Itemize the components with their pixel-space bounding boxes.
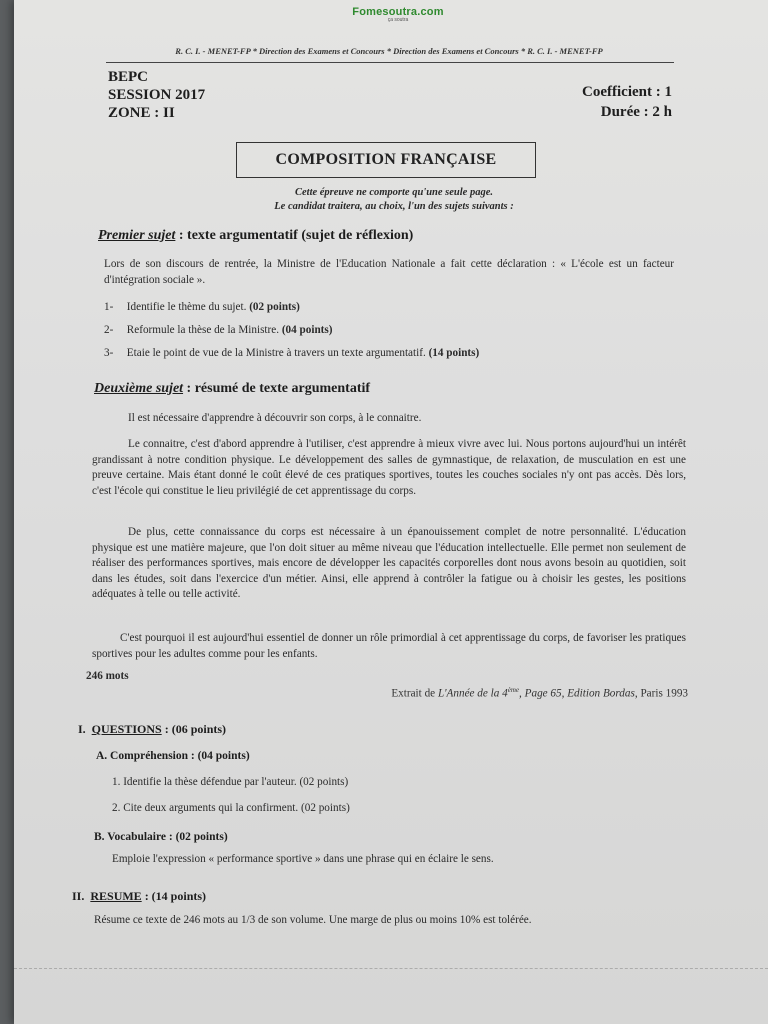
sujet2-title: : résumé de texte argumentatif [183,381,371,396]
page-title: COMPOSITION FRANÇAISE [236,142,536,178]
logo-tagline: ça soutra [387,17,409,23]
exam-meta [108,68,205,122]
sujet1-label: Premier sujet [98,228,176,243]
exam-name: BEPC [108,69,149,85]
word-count: 246 mots [86,670,129,682]
exam-duree: Durée : 2 h [600,104,672,120]
exam-page [14,0,768,1024]
sujet1-intro: Lors de son discours de rentrée, la Ministre de l'Education Nationale a fait cette déclaration : « L'école est un facteur d'intégration sociale ». [104,258,674,286]
question-item: 1. Identifie la thèse défendue par l'auteur. (02 points) [112,776,349,788]
resume-heading: II. RESUME : (14 points) [72,889,207,903]
header-rule [106,62,674,63]
header-ministry-line: R. C. I. - MENET-FP * Direction des Examens et Concours * Direction des Examens et Concours * R. C. I. - MENET-FP [175,46,603,56]
exam-zone: ZONE : II [108,105,175,121]
questions-heading: I. QUESTIONS : (06 points) [78,722,227,736]
sujet1-item: 2- Reformule la thèse de la Ministre. (04 points) [104,324,333,336]
instruction-line-2: Le candidat traitera, au choix, l'un des sujets suivants : [274,201,514,212]
instruction-line-1: Cette épreuve ne comporte qu'une seule page. [294,187,493,198]
exam-session: SESSION 2017 [108,87,206,103]
sujet2-heading [94,381,370,397]
page-fold-line [14,968,768,969]
logo-brand: Fomesoutra.com [352,6,444,18]
text-paragraph: Le connaitre, c'est d'abord apprendre à l'utiliser, c'est apprendre à mieux vivre avec lui. Nous portons aujourd'hui un intérêt grandissant à notre condition physique. Le développement des salles de gymnastique, de relaxation, de musculation en est une preuve certaine. Mais étant donné le coût élevé de ces pratiques sportives, toutes les couches sociales n'y ont pas accès. Dès lors, c'est l'école qui constitue le lieu privilégié de cet apprentissage du corps. [92,438,686,497]
comprehension-heading: A. Compréhension : (04 points) [96,750,250,762]
sujet1-title: : texte argumentatif (sujet de réflexion) [175,228,414,243]
text-paragraph: C'est pourquoi il est aujourd'hui essentiel de donner un rôle primordial à cet apprentissage du corps, de favoriser les pratiques sportives pour les adultes comme pour les enfants. [92,632,686,660]
sujet1-item: 1- Identifie le thème du sujet. (02 points) [104,301,300,313]
exam-instructions [234,186,554,214]
sujet2-label: Deuxième sujet [94,381,184,396]
resume-instruction: Résume ce texte de 246 mots au 1/3 de son volume. Une marge de plus ou moins 10% est tolérée. [94,914,532,926]
sujet1-item: 3- Etaie le point de vue de la Ministre à travers un texte argumentatif. (14 points) [104,347,480,359]
site-logo [338,6,458,23]
text-paragraph: Il est nécessaire d'apprendre à découvrir son corps, à le connaitre. [128,412,422,424]
sujet1-heading [98,228,413,244]
vocabulaire-question: Emploie l'expression « performance sportive » dans une phrase qui en éclaire le sens. [112,853,494,865]
vocabulaire-heading: B. Vocabulaire : (02 points) [94,831,228,843]
text-source: Extrait de L'Année de la 4ème, Page 65, Edition Bordas, Paris 1993 [391,686,688,700]
exam-coefficient: Coefficient : 1 [582,84,672,100]
text-paragraph: De plus, cette connaissance du corps est nécessaire à un épanouissement complet de notre personnalité. L'éducation physique est une matière majeure, que l'on doit situer au même niveau que l'éducation intellectuelle. Elle permet non seulement de réaliser des performances sportives, mais encore de développer les capacités corporelles dont nous avons besoin au quotidien, soit dans les études, soit dans l'exercice d'un métier. Ainsi, elle apprend à contrôler la fatigue ou à choisir les gestes, les positions adéquates à telle ou telle activité. [92,526,686,601]
question-item: 2. Cite deux arguments qui la confirment. (02 points) [112,802,350,814]
exam-coef-duree [582,82,672,122]
